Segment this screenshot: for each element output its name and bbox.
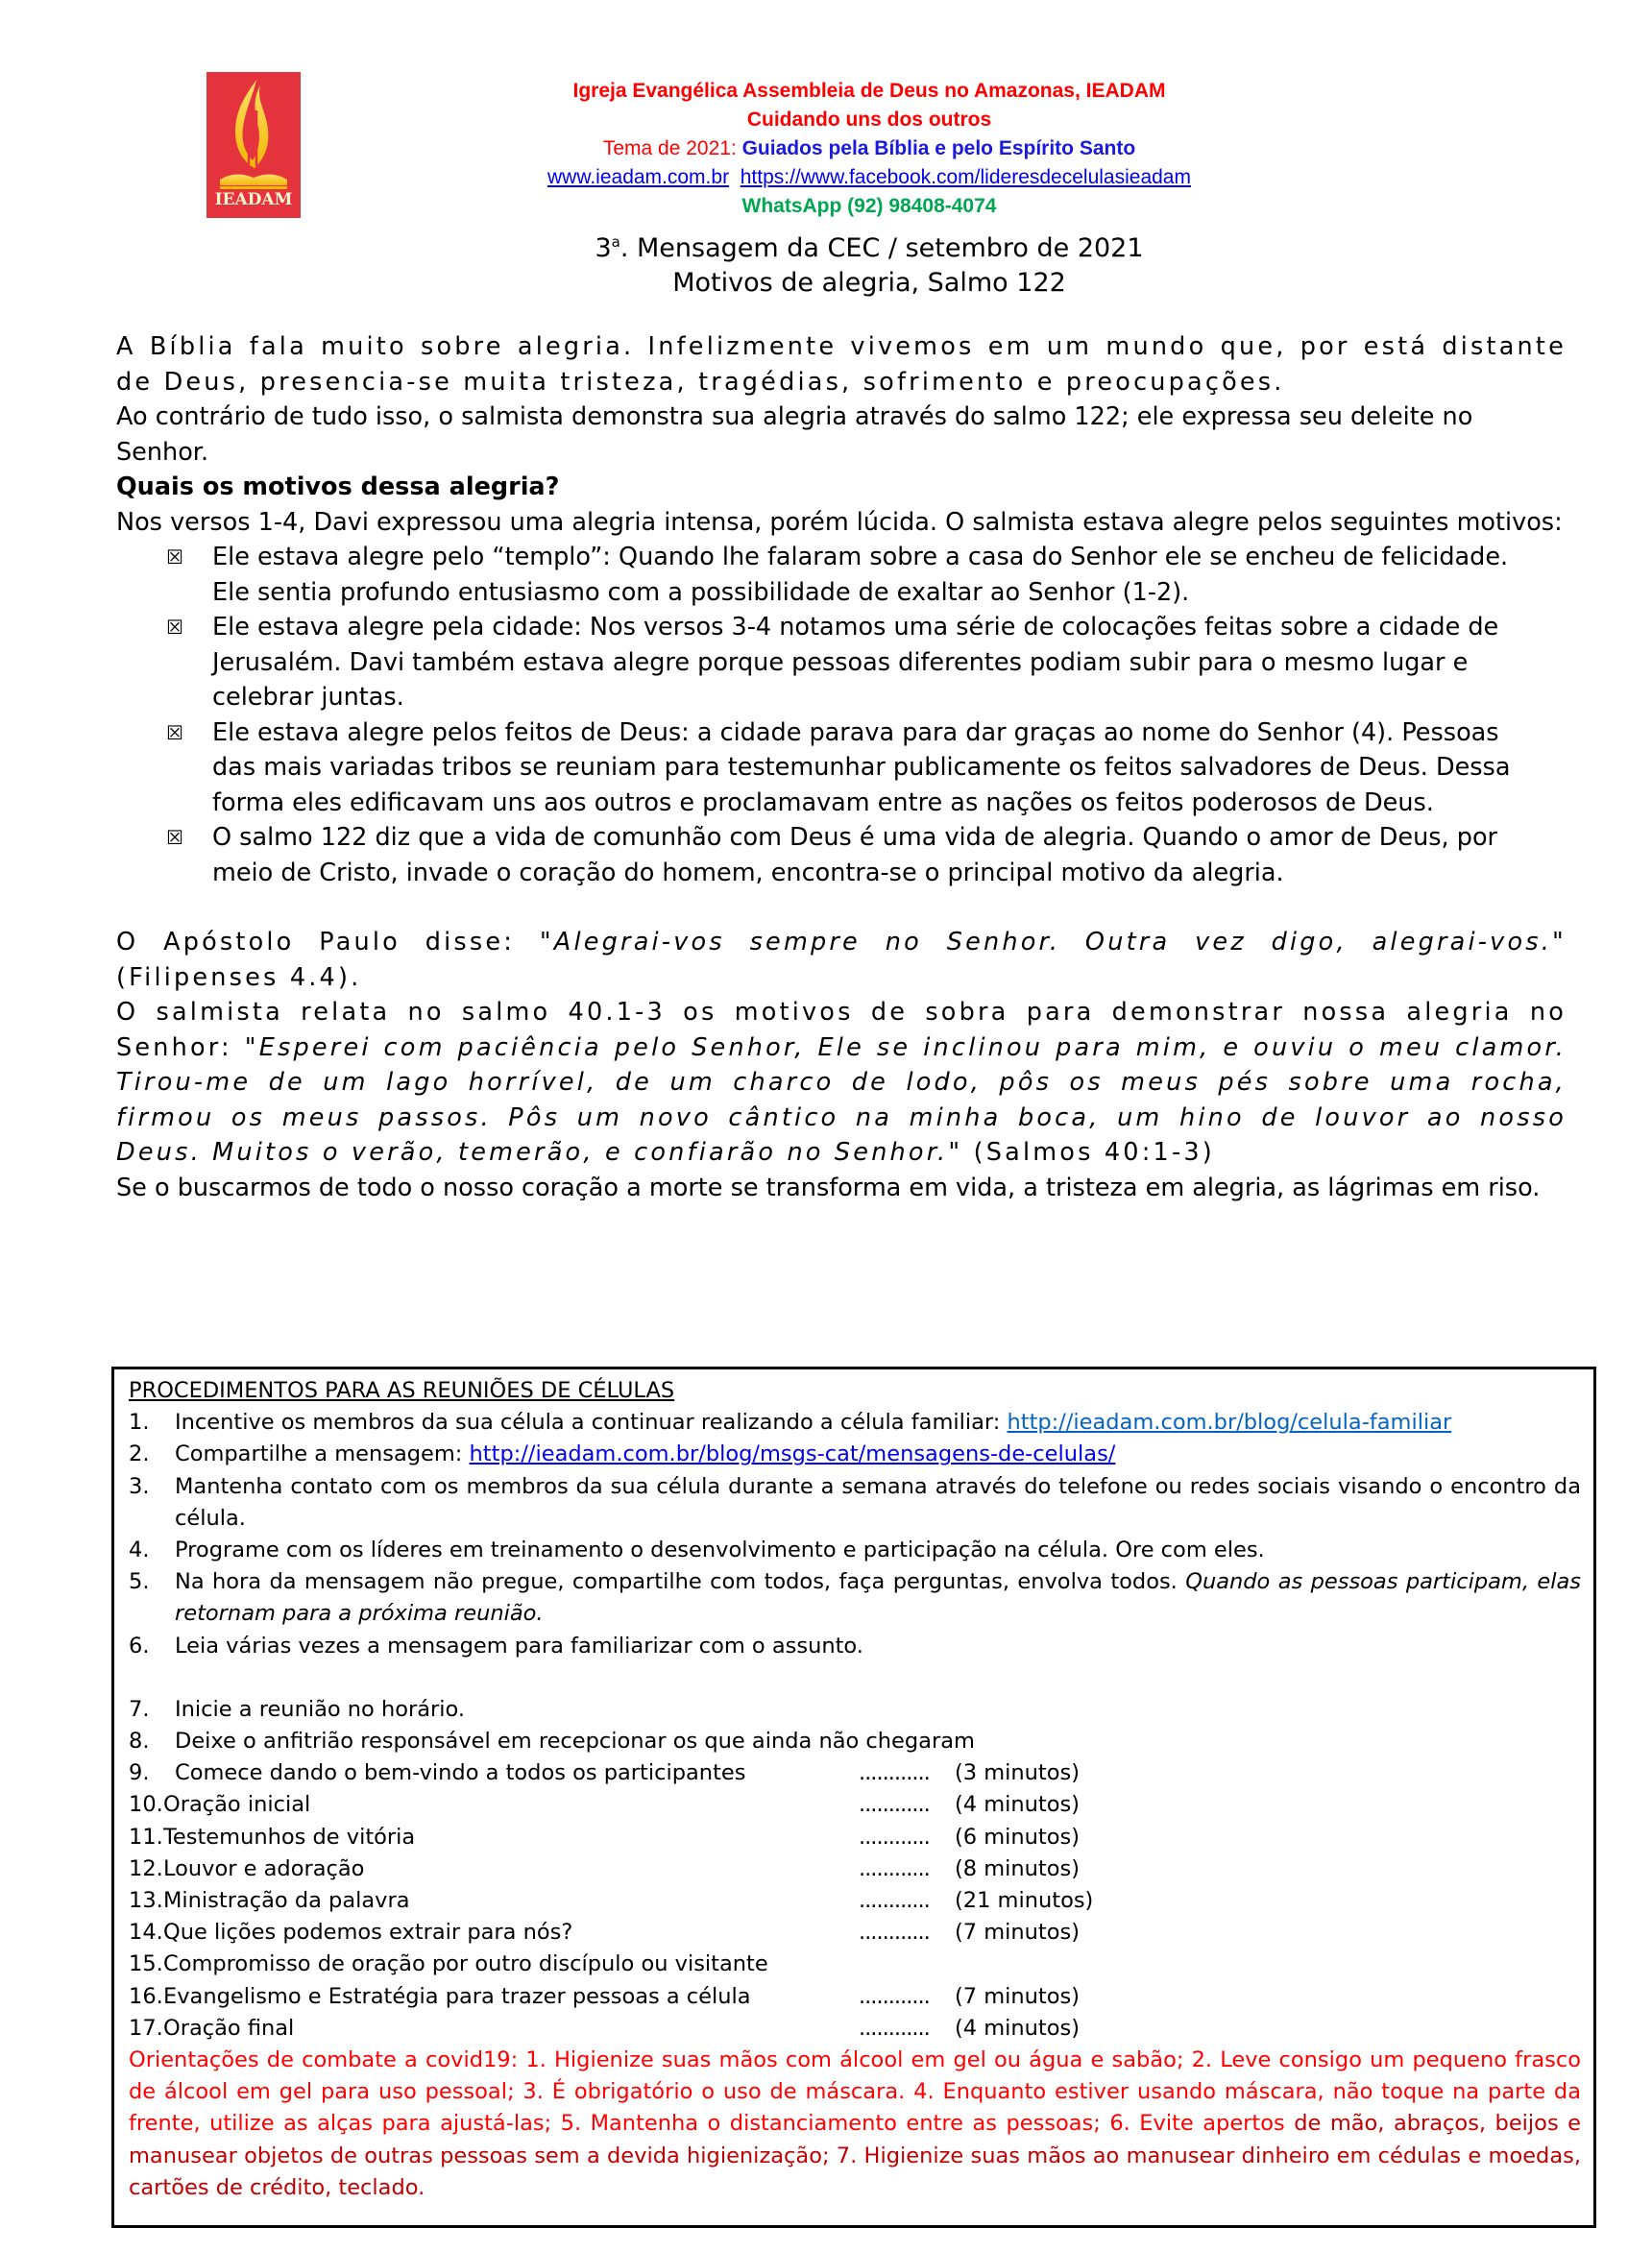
church-slogan: Cuidando uns dos outros [746,109,992,131]
schedule-number: 14. [129,1920,163,1946]
schedule-row [129,1789,1581,1821]
message-body [116,329,1567,1205]
title-ordinal: 3 [595,233,612,263]
schedule-dots: ............ [859,1760,930,1786]
meeting-steps-list [129,1694,1581,1757]
list-item [116,540,1567,610]
ieadam-logo [206,72,301,218]
schedule-number: 12. [129,1855,163,1881]
schedule-number: 13. [129,1888,163,1914]
final-paragraph: Se o buscarmos de todo o nosso coração a morte se transforma em vida, a tristeza em alegria, as lágrimas em riso. [116,1173,1541,1202]
church-name: Igreja Evangélica Assembleia de Deus no Amazonas, IEADAM [572,80,1166,102]
procedure-item [129,1631,1581,1662]
salmista-prefix: O salmista relata no salmo 40.1-3 os motivos de sobra para demonstrar nossa alegria no Senhor: [116,998,1567,1062]
covid-guidelines [129,2045,1581,2204]
schedule-label-wrap [129,1917,859,1949]
item-number: 3. [129,1473,150,1499]
item-text: Inicie a reunião no horário. [175,1696,466,1722]
facebook-link[interactable]: https://www.facebook.com/lideresdecelulasieadam [740,166,1191,188]
procedures-heading: PROCEDIMENTOS PARA AS REUNIÕES DE CÉLULAS [129,1378,675,1403]
paulo-paragraph [116,925,1567,995]
schedule-duration: (3 minutos) [955,1760,1081,1786]
title-line-1-text: . Mensagem da CEC / setembro de 2021 [620,233,1144,263]
paulo-reference: (Filipenses 4.4). [116,962,362,992]
schedule-dots: ............ [859,1888,930,1914]
salmista-paragraph [116,995,1567,1171]
schedule-row [129,1917,1581,1949]
schedule-dots: ............ [859,1792,930,1818]
schedule-duration: (7 minutos) [955,1983,1081,2009]
item-number: 2. [129,1441,150,1467]
schedule-dots: ............ [859,1920,930,1946]
list-item [116,715,1567,821]
schedule-number: 9. [129,1760,150,1786]
celula-familiar-link[interactable]: http://ieadam.com.br/blog/celula-familiar [1007,1410,1452,1436]
item-text: Compartilhe a mensagem: [175,1441,470,1467]
motivo-text: Ele estava alegre pelo “templo”: Quando lhe falaram sobre a casa do Senhor ele se encheu de felicidade. Ele sentia profundo entusiasmo com a possibilidade de exaltar ao Senhor (1-2). [212,543,1509,607]
theme-label: Tema de 2021: [602,137,742,159]
motivo-text: Ele estava alegre pelos feitos de Deus: a cidade parava para dar graças ao nome do Senhor (4). Pessoas das mais variadas tribos se reuniam para testemunhar publicamente os feitos salvadores de Deus. Dessa forma eles edificavam uns aos outros e proclamavam entre as nações os feitos poderosos de Deus. [212,717,1511,817]
procedure-item [129,1439,1581,1470]
schedule-duration: (4 minutos) [955,2015,1081,2041]
procedure-item [129,1407,1581,1439]
schedule-number: 11. [129,1824,163,1850]
title-line-2: Motivos de alegria, Salmo 122 [672,268,1066,298]
item-number: 4. [129,1538,150,1563]
schedule-row [129,1885,1581,1917]
item-text: Leia várias vezes a mensagem para familiarizar com o assunto. [175,1633,863,1659]
intro-paragraph-3: Nos versos 1-4, Davi expressou uma alegria intensa, porém lúcida. O salmista estava alegre pelos seguintes motivos: [116,507,1563,537]
list-item [116,610,1567,715]
schedule-duration: (21 minutos) [955,1888,1094,1914]
salmista-reference: (Salmos 40:1-3) [962,1138,1215,1167]
schedule-duration: (8 minutos) [955,1855,1081,1881]
schedule-dots: ............ [859,1983,930,2009]
schedule-dots: ............ [859,2015,930,2041]
procedure-item [129,1726,1581,1757]
schedule-label-wrap [129,1981,859,2013]
schedule-label-wrap [129,1789,859,1821]
paulo-quote: "Alegrai-vos sempre no Senhor. Outra vez digo, alegrai-vos." [539,928,1567,956]
list-item [116,820,1567,890]
schedule-number: 16. [129,1983,163,2009]
item-text: Programe com os líderes em treinamento o desenvolvimento e participação na célula. Ore com eles. [175,1538,1265,1563]
church-header [317,77,1421,221]
schedule-list [129,1757,1581,2045]
schedule-row [129,2013,1581,2045]
mensagens-link[interactable]: http://ieadam.com.br/blog/msgs-cat/mensagens-de-celulas/ [469,1441,1116,1467]
procedures-box [111,1367,1596,2228]
schedule-dots: ............ [859,1855,930,1881]
checkbox-bullet-icon: ☒ [166,826,183,849]
procedures-list [129,1407,1581,1662]
schedule-label-wrap [129,2013,859,2045]
section-question: Quais os motivos dessa alegria? [116,472,560,501]
whatsapp-contact: WhatsApp (92) 98408-4074 [741,195,997,217]
item-text: Na hora da mensagem não pregue, compartilhe com todos, faça perguntas, envolva todos. [175,1569,1186,1595]
title-line-1 [317,225,1421,266]
item-number: 5. [129,1569,150,1595]
item-number: 6. [129,1633,150,1659]
schedule-row [129,1949,1581,1980]
logo-text: IEADAM [214,190,293,209]
schedule-label: Ministração da palavra [163,1888,410,1914]
schedule-label: Comece dando o bem-vindo a todos os participantes [175,1760,746,1786]
schedule-label: Oração inicial [163,1792,311,1818]
salmista-quote: "Esperei com paciência pelo Senhor, Ele se inclinou para mim, e ouviu o meu clamor. Tirou-me de um lago horrível, de um charco de lodo, pôs os meus pés sobre uma rocha, firmou os meus passos. Pôs um novo cântico na minha boca, um hino de louvor ao nosso Deus. Muitos o verão, temerão, e confiarão no Senhor." [116,1032,1567,1167]
item-number: 7. [129,1696,150,1722]
schedule-number: 10. [129,1792,163,1818]
schedule-row [129,1981,1581,2013]
schedule-dots [859,1949,955,1980]
motivo-text: Ele estava alegre pela cidade: Nos versos 3-4 notamos uma série de colocações feitas sobre a cidade de Jerusalém. Davi também estava alegre porque pessoas diferentes podiam subir para o mesmo lugar e celebrar juntas. [212,613,1499,712]
covid-text-dark: de mão, abraços, beijos e manusear objetos de outras pessoas sem a devida higienização; 7. Higienize suas mãos ao manusear dinheiro em cédulas e moedas, cartões de crédito, teclado. [129,2111,1582,2200]
item-text: Incentive os membros da sua célula a continuar realizando a célula familiar: [175,1410,1008,1436]
schedule-number: 15. [129,1951,163,1977]
schedule-label-wrap [129,1757,859,1789]
theme-text: Guiados pela Bíblia e pelo Espírito Santo [741,137,1136,159]
intro-paragraph-2: Ao contrário de tudo isso, o salmista demonstra sua alegria através do salmo 122; ele expressa seu deleite no Senhor. [116,402,1473,467]
schedule-duration: (7 minutos) [955,1920,1081,1946]
motivo-text: O salmo 122 diz que a vida de comunhão com Deus é uma vida de alegria. Quando o amor de Deus, por meio de Cristo, invade o coração do homem, encontra-se o principal motivo da alegria. [212,823,1498,887]
schedule-label: Testemunhos de vitória [163,1824,416,1850]
page-title [317,225,1421,301]
schedule-label-wrap [129,1822,859,1853]
schedule-label: Oração final [163,2015,295,2041]
schedule-row [129,1757,1581,1789]
schedule-label-wrap [129,1949,859,1980]
schedule-label-wrap [129,1885,859,1917]
procedures-content [129,1375,1581,2204]
item-text: Mantenha contato com os membros da sua célula durante a semana através do telefone ou redes sociais visando o encontro da célula. [175,1473,1581,1531]
checkbox-bullet-icon: ☒ [166,720,183,744]
schedule-duration: (6 minutos) [955,1824,1081,1850]
schedule-label-wrap [129,1853,859,1885]
item-italic-text: Quando as pessoas participam, elas retornam para a próxima reunião. [175,1569,1581,1627]
schedule-duration: (4 minutos) [955,1792,1081,1818]
checkbox-bullet-icon: ☒ [166,545,183,569]
schedule-row [129,1853,1581,1885]
item-text: Deixe o anfitrião responsável em recepcionar os que ainda não chegaram [175,1729,975,1755]
procedure-item [129,1566,1581,1630]
links-line [317,163,1421,192]
item-number: 1. [129,1410,150,1436]
checkbox-bullet-icon: ☒ [166,616,183,639]
title-ordinal-sup: a [611,233,620,251]
theme-line [317,134,1421,163]
schedule-number: 17. [129,2015,163,2041]
schedule-label: Que lições podemos extrair para nós? [163,1920,573,1946]
paulo-prefix: O Apóstolo Paulo disse: [116,928,540,956]
procedure-item [129,1694,1581,1726]
motivos-list [116,540,1567,890]
intro-paragraph-1: A Bíblia fala muito sobre alegria. Infelizmente vivemos em um mundo que, por está distante de Deus, presencia-se muita tristeza, tragédias, sofrimento e preocupações. [116,332,1567,397]
procedure-item [129,1471,1581,1535]
website-link[interactable]: www.ieadam.com.br [547,166,730,188]
schedule-label: Louvor e adoração [163,1855,365,1881]
schedule-label: Evangelismo e Estratégia para trazer pessoas a célula [163,1983,751,2009]
schedule-row [129,1822,1581,1853]
item-number: 8. [129,1729,150,1755]
schedule-label: Compromisso de oração por outro discípulo ou visitante [163,1951,768,1977]
procedure-item [129,1535,1581,1566]
covid-text-bright: Orientações de combate a covid19: 1. Higienize suas mãos com álcool em gel ou água e sabão; 2. Leve consigo um pequeno frasco de álcool em gel para uso pessoal; 3. É obrigatório o uso de máscara. 4. Enquanto estiver usando máscara, não toque na parte da frente, utilize as alças para ajustá-las; 5. Mantenha o distanciamento entre as pessoas; 6. Evite apertos [129,2047,1581,2137]
schedule-dots: ............ [859,1824,930,1850]
